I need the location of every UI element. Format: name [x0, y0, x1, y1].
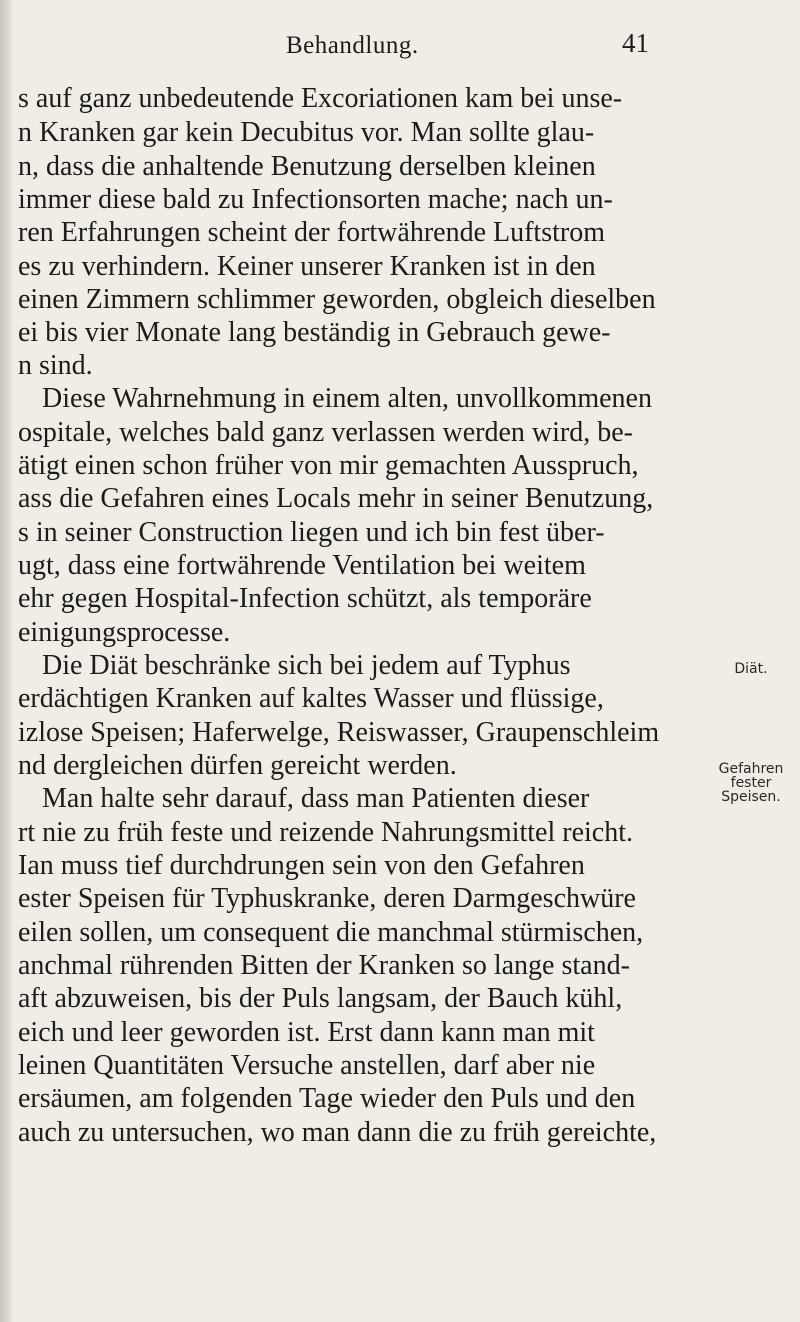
text-line: es zu verhindern. Keiner unserer Kranken ist in den	[18, 251, 596, 282]
text-line: ugt, dass eine fortwährende Ventilation bei weitem	[18, 550, 586, 581]
margin-note-diet	[716, 662, 786, 676]
text-line: s auf ganz unbedeutende Excoriationen kam bei unse-	[18, 83, 623, 114]
running-title: Behandlung.	[286, 32, 419, 59]
text-line: n, dass die anhaltende Benutzung derselben kleinen	[18, 151, 596, 182]
text-line: eilen sollen, um consequent die manchmal stürmischen,	[18, 917, 644, 948]
text-line: einen Zimmern schlimmer geworden, obgleich dieselben	[18, 284, 656, 315]
text-line: ass die Gefahren eines Locals mehr in seiner Benutzung,	[18, 483, 654, 514]
text-line: rt nie zu früh feste und reizende Nahrungsmittel reicht.	[18, 817, 633, 848]
text-line: einigungsprocesse.	[18, 617, 231, 648]
paragraph-start-line: Man halte sehr darauf, dass man Patienten dieser	[42, 783, 590, 814]
text-line: erdächtigen Kranken auf kaltes Wasser und flüssige,	[18, 683, 604, 714]
paragraph-start-line: Diese Wahrnehmung in einem alten, unvollkommenen	[42, 383, 652, 414]
text-line: n sind.	[18, 350, 93, 381]
page-gutter-shadow	[0, 0, 14, 1322]
text-line: ren Erfahrungen scheint der fortwährende Luftstrom	[18, 217, 605, 248]
text-line: leinen Quantitäten Versuche anstellen, darf aber nie	[18, 1050, 596, 1081]
page-header	[0, 24, 800, 64]
text-line: nd dergleichen dürfen gereicht werden.	[18, 750, 457, 781]
margin-note-line: Speisen.	[721, 789, 781, 805]
margin-note-line: fester	[730, 775, 772, 791]
text-line: eich und leer geworden ist. Erst dann kann man mit	[18, 1017, 595, 1048]
text-line: anchmal rührenden Bitten der Kranken so lange stand-	[18, 950, 630, 981]
text-line: aft abzuweisen, bis der Puls langsam, der Bauch kühl,	[18, 983, 623, 1014]
text-line: s in seiner Construction liegen und ich bin fest über-	[18, 517, 605, 548]
text-line: ätigt einen schon früher von mir gemachten Ausspruch,	[18, 450, 639, 481]
paragraph-start-line: Die Diät beschränke sich bei jedem auf Typhus	[42, 650, 571, 681]
text-line: Ian muss tief durchdrungen sein von den Gefahren	[18, 850, 585, 881]
text-line: ospitale, welches bald ganz verlassen werden wird, be-	[18, 417, 633, 448]
text-line: izlose Speisen; Haferwelge, Reiswasser, Graupenschleim	[18, 717, 660, 748]
text-line: ersäumen, am folgenden Tage wieder den Puls und den	[18, 1083, 636, 1114]
margin-note-line: Diät.	[734, 661, 768, 677]
text-line: ehr gegen Hospital-Infection schützt, als temporäre	[18, 583, 592, 614]
text-line: n Kranken gar kein Decubitus vor. Man sollte glau-	[18, 117, 595, 148]
margin-note-solid-food	[716, 762, 786, 804]
text-line: immer diese bald zu Infectionsorten mache; nach un-	[18, 184, 613, 215]
text-line: ester Speisen für Typhuskranke, deren Darmgeschwüre	[18, 883, 636, 914]
text-line: auch zu untersuchen, wo man dann die zu früh gereichte,	[18, 1117, 657, 1148]
page-number: 41	[622, 28, 649, 58]
margin-note-line: Gefahren	[718, 761, 784, 777]
text-line: ei bis vier Monate lang beständig in Gebrauch gewe-	[18, 317, 611, 348]
